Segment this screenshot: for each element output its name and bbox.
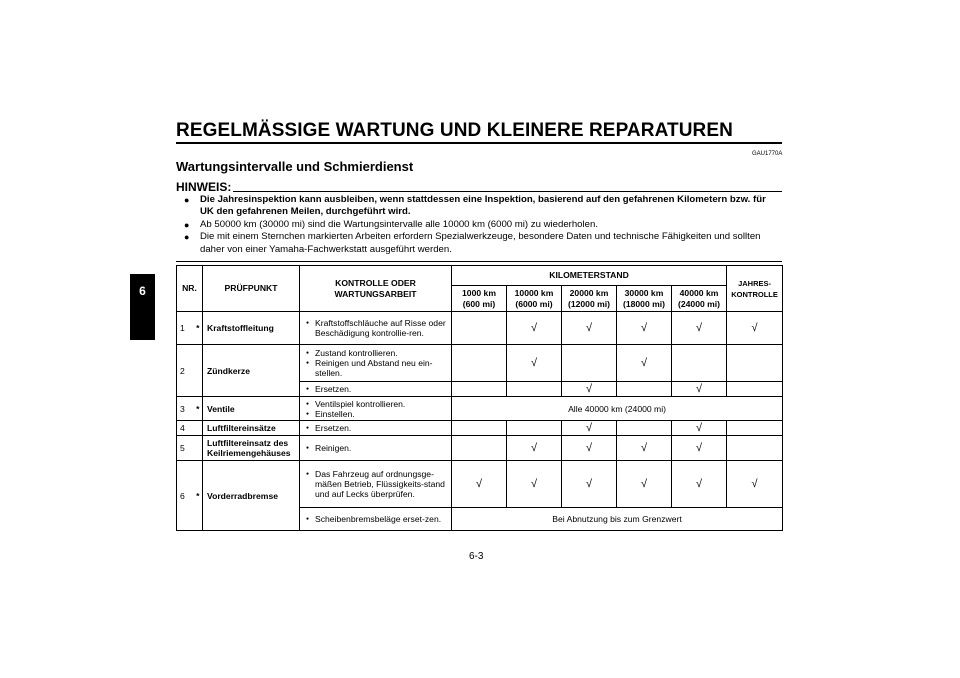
bullet-icon: ● (184, 195, 190, 205)
check-mark: √ (617, 461, 672, 508)
page-number: 6-3 (469, 551, 484, 562)
work-step: ● Zustand kontrollieren. (302, 348, 449, 358)
interval-note: Bei Abnutzung bis zum Grenzwert (452, 508, 783, 531)
row-number: 2 (177, 345, 194, 397)
table-row (177, 397, 783, 421)
check-item: Vorderradbremse (203, 461, 300, 531)
star-marker (194, 436, 203, 461)
chapter-tab[interactable]: 6 (130, 274, 155, 340)
work-step: ● Reinigen und Abstand neu ein-stellen. (302, 358, 449, 378)
check-mark: √ (562, 461, 617, 508)
table-row (177, 461, 783, 508)
work-cell (300, 508, 452, 531)
check-mark: √ (507, 461, 562, 508)
row-number: 1 (177, 312, 194, 345)
work-step: ● Ersetzen. (302, 384, 449, 394)
check-cell (452, 421, 507, 436)
page-title: REGELMÄSSIGE WARTUNG UND KLEINERE REPARATUREN (176, 120, 733, 141)
check-cell (452, 345, 507, 382)
note-item: ● Die Jahresinspektion kann ausbleiben, wenn stattdessen eine Inspektion, basierend auf den gefahrenen Kilometern bzw. für UK den gefahrenen Meilen, durchgeführt wird. (184, 194, 766, 218)
header-km-10000: 10000 km (6000 mi) (507, 286, 562, 312)
work-step: ● Scheibenbremsbeläge erset-zen. (302, 514, 449, 524)
header-km-20000: 20000 km (12000 mi) (562, 286, 617, 312)
check-cell (727, 382, 783, 397)
row-number: 6 (177, 461, 194, 531)
check-cell (507, 421, 562, 436)
work-step: ● Kraftstoffschläuche auf Risse oder Beschädigung kontrollie-ren. (302, 318, 449, 338)
star-marker: * (194, 397, 203, 421)
row-number: 5 (177, 436, 194, 461)
note-item: ● Ab 50000 km (30000 mi) sind die Wartungsintervalle alle 10000 km (6000 mi) zu wiederholen. (184, 218, 598, 230)
work-step: ● Das Fahrzeug auf ordnungsge-mäßen Betrieb, Flüssigkeits-stand und auf Lecks überprüfen. (302, 469, 449, 499)
check-mark: √ (562, 421, 617, 436)
note-list (176, 194, 782, 256)
header-km-40000: 40000 km (24000 mi) (672, 286, 727, 312)
table-row (177, 436, 783, 461)
star-marker (194, 345, 203, 397)
interval-note: Alle 40000 km (24000 mi) (452, 397, 783, 421)
star-marker (194, 421, 203, 436)
check-cell (727, 421, 783, 436)
check-item: Luftfiltereinsatz des Keilriemengehäuses (203, 436, 300, 461)
work-cell (300, 312, 452, 345)
check-mark: √ (727, 461, 783, 508)
check-cell (617, 421, 672, 436)
table-row (177, 345, 783, 382)
work-cell (300, 436, 452, 461)
note-rule (233, 191, 782, 192)
check-item: Ventile (203, 397, 300, 421)
check-cell (617, 382, 672, 397)
check-mark: √ (672, 436, 727, 461)
document-code: GAU1770A (752, 151, 783, 157)
check-cell (452, 312, 507, 345)
header-work: KONTROLLE ODER WARTUNGSARBEIT (300, 266, 452, 312)
star-marker: * (194, 461, 203, 531)
maintenance-table (176, 265, 783, 531)
check-mark: √ (507, 312, 562, 345)
work-cell (300, 461, 452, 508)
header-annual: JAHRES-KONTROLLE (727, 266, 783, 312)
check-mark: √ (727, 312, 783, 345)
check-mark: √ (507, 345, 562, 382)
header-nr: NR. (177, 266, 203, 312)
work-step: ● Ersetzen. (302, 423, 449, 433)
work-cell (300, 345, 452, 382)
check-item: Luftfiltereinsätze (203, 421, 300, 436)
check-mark: √ (507, 436, 562, 461)
check-item: Kraftstoffleitung (203, 312, 300, 345)
work-step: ● Einstellen. (302, 409, 449, 419)
header-km-30000: 30000 km (18000 mi) (617, 286, 672, 312)
check-mark: √ (672, 382, 727, 397)
check-cell (452, 382, 507, 397)
work-cell (300, 382, 452, 397)
check-mark: √ (672, 421, 727, 436)
work-cell (300, 397, 452, 421)
title-rule (176, 142, 782, 144)
check-mark: √ (617, 345, 672, 382)
note-item: ● Die mit einem Sternchen markierten Arbeiten erfordern Spezialwerkzeuge, besondere Daten und technische Fähigkeiten und sollten daher von einer Yamaha-Fachwerkstatt ausgeführt werden. (184, 231, 761, 255)
row-number: 4 (177, 421, 194, 436)
work-step: ● Ventilspiel kontrollieren. (302, 399, 449, 409)
work-step: ● Reinigen. (302, 443, 449, 453)
check-cell (507, 382, 562, 397)
check-mark: √ (617, 312, 672, 345)
check-mark: √ (452, 461, 507, 508)
bullet-icon: ● (184, 219, 190, 230)
table-row (177, 421, 783, 436)
note-label: HINWEIS: (176, 180, 232, 194)
bullet-icon: ● (184, 232, 190, 243)
section-title: Wartungsintervalle und Schmierdienst (176, 159, 414, 174)
star-marker: * (194, 312, 203, 345)
row-number: 3 (177, 397, 194, 421)
header-item: PRÜFPUNKT (203, 266, 300, 312)
check-mark: √ (672, 461, 727, 508)
check-cell (727, 436, 783, 461)
header-km-group: KILOMETERSTAND (452, 266, 727, 286)
header-km-1000: 1000 km (600 mi) (452, 286, 507, 312)
check-mark: √ (617, 436, 672, 461)
check-cell (562, 345, 617, 382)
check-mark: √ (562, 382, 617, 397)
check-mark: √ (562, 436, 617, 461)
note-end-rule (176, 261, 782, 262)
check-mark: √ (672, 312, 727, 345)
check-cell (452, 436, 507, 461)
table-row (177, 312, 783, 345)
check-mark: √ (562, 312, 617, 345)
check-item: Zündkerze (203, 345, 300, 397)
work-cell (300, 421, 452, 436)
check-cell (727, 345, 783, 382)
check-cell (672, 345, 727, 382)
